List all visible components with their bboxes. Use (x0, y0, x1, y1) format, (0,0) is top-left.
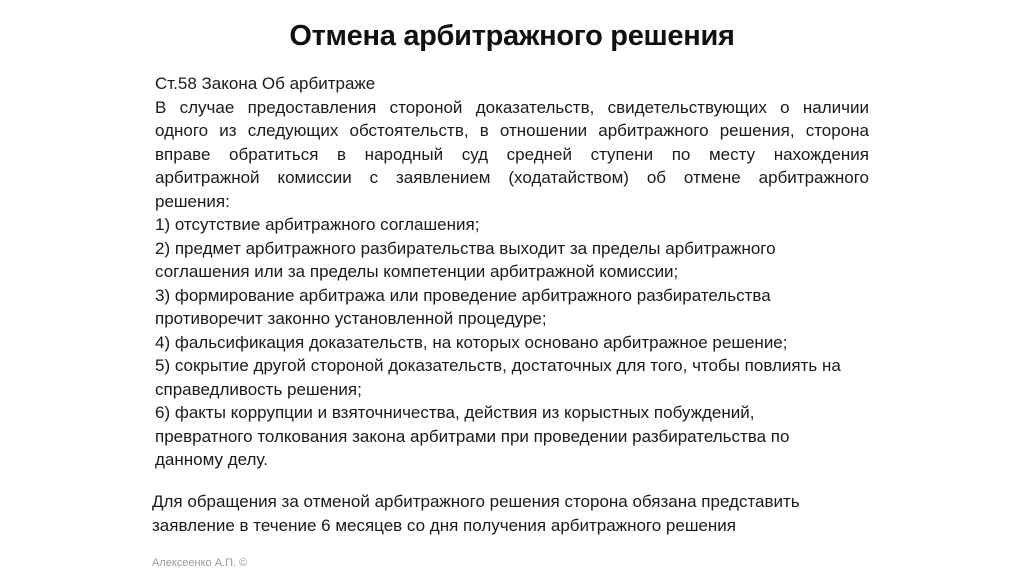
text-line: решения: (155, 191, 230, 211)
article-text (155, 72, 869, 472)
text-line: одного из следующих обстоятельств, в отношении арбитражного решения, сторона (155, 121, 869, 140)
text-line: соглашения или за пределы компетенции арбитражной комиссии; (155, 262, 679, 281)
text-line: арбитражной комиссии с заявлением (ходатайством) об отмене арбитражного (155, 168, 869, 187)
text-line: превратного толкования закона арбитрами при проведении разбирательства по (155, 426, 790, 446)
text-line: 6) факты коррупции и взяточничества, действия из корыстных побуждений, (155, 403, 755, 422)
slide-title: Отмена арбитражного решения (289, 20, 735, 52)
text-line: В случае предоставления стороной доказательств, свидетельствующих о наличии (155, 97, 869, 117)
text-line: вправе обратиться в народный суд средней ступени по месту нахождения (155, 144, 869, 164)
text-line: справедливость решения; (155, 379, 362, 399)
text-line: 2) предмет арбитражного разбирательства выходит за пределы арбитражного (155, 238, 776, 258)
text-line: 1) отсутствие арбитражного соглашения; (155, 215, 480, 234)
text-line: 4) фальсификация доказательств, на которых основано арбитражное решение; (155, 332, 788, 352)
text-line: 3) формирование арбитража или проведение арбитражного разбирательства (155, 285, 771, 305)
deadline-note (152, 490, 852, 537)
footer-line: заявление в течение 6 месяцев со дня получения арбитражного решения (152, 515, 737, 535)
text-line: данному делу. (155, 450, 268, 469)
text-line: противоречит законно установленной процедуре; (155, 309, 547, 328)
text-line: Ст.58 Закона Об арбитраже (155, 74, 376, 93)
author-credit: Алексеенко А.П. © (152, 557, 248, 569)
text-line: 5) сокрытие другой стороной доказательств, достаточных для того, чтобы повлиять на (155, 356, 841, 375)
footer-line: Для обращения за отменой арбитражного решения сторона обязана представить (152, 492, 800, 511)
